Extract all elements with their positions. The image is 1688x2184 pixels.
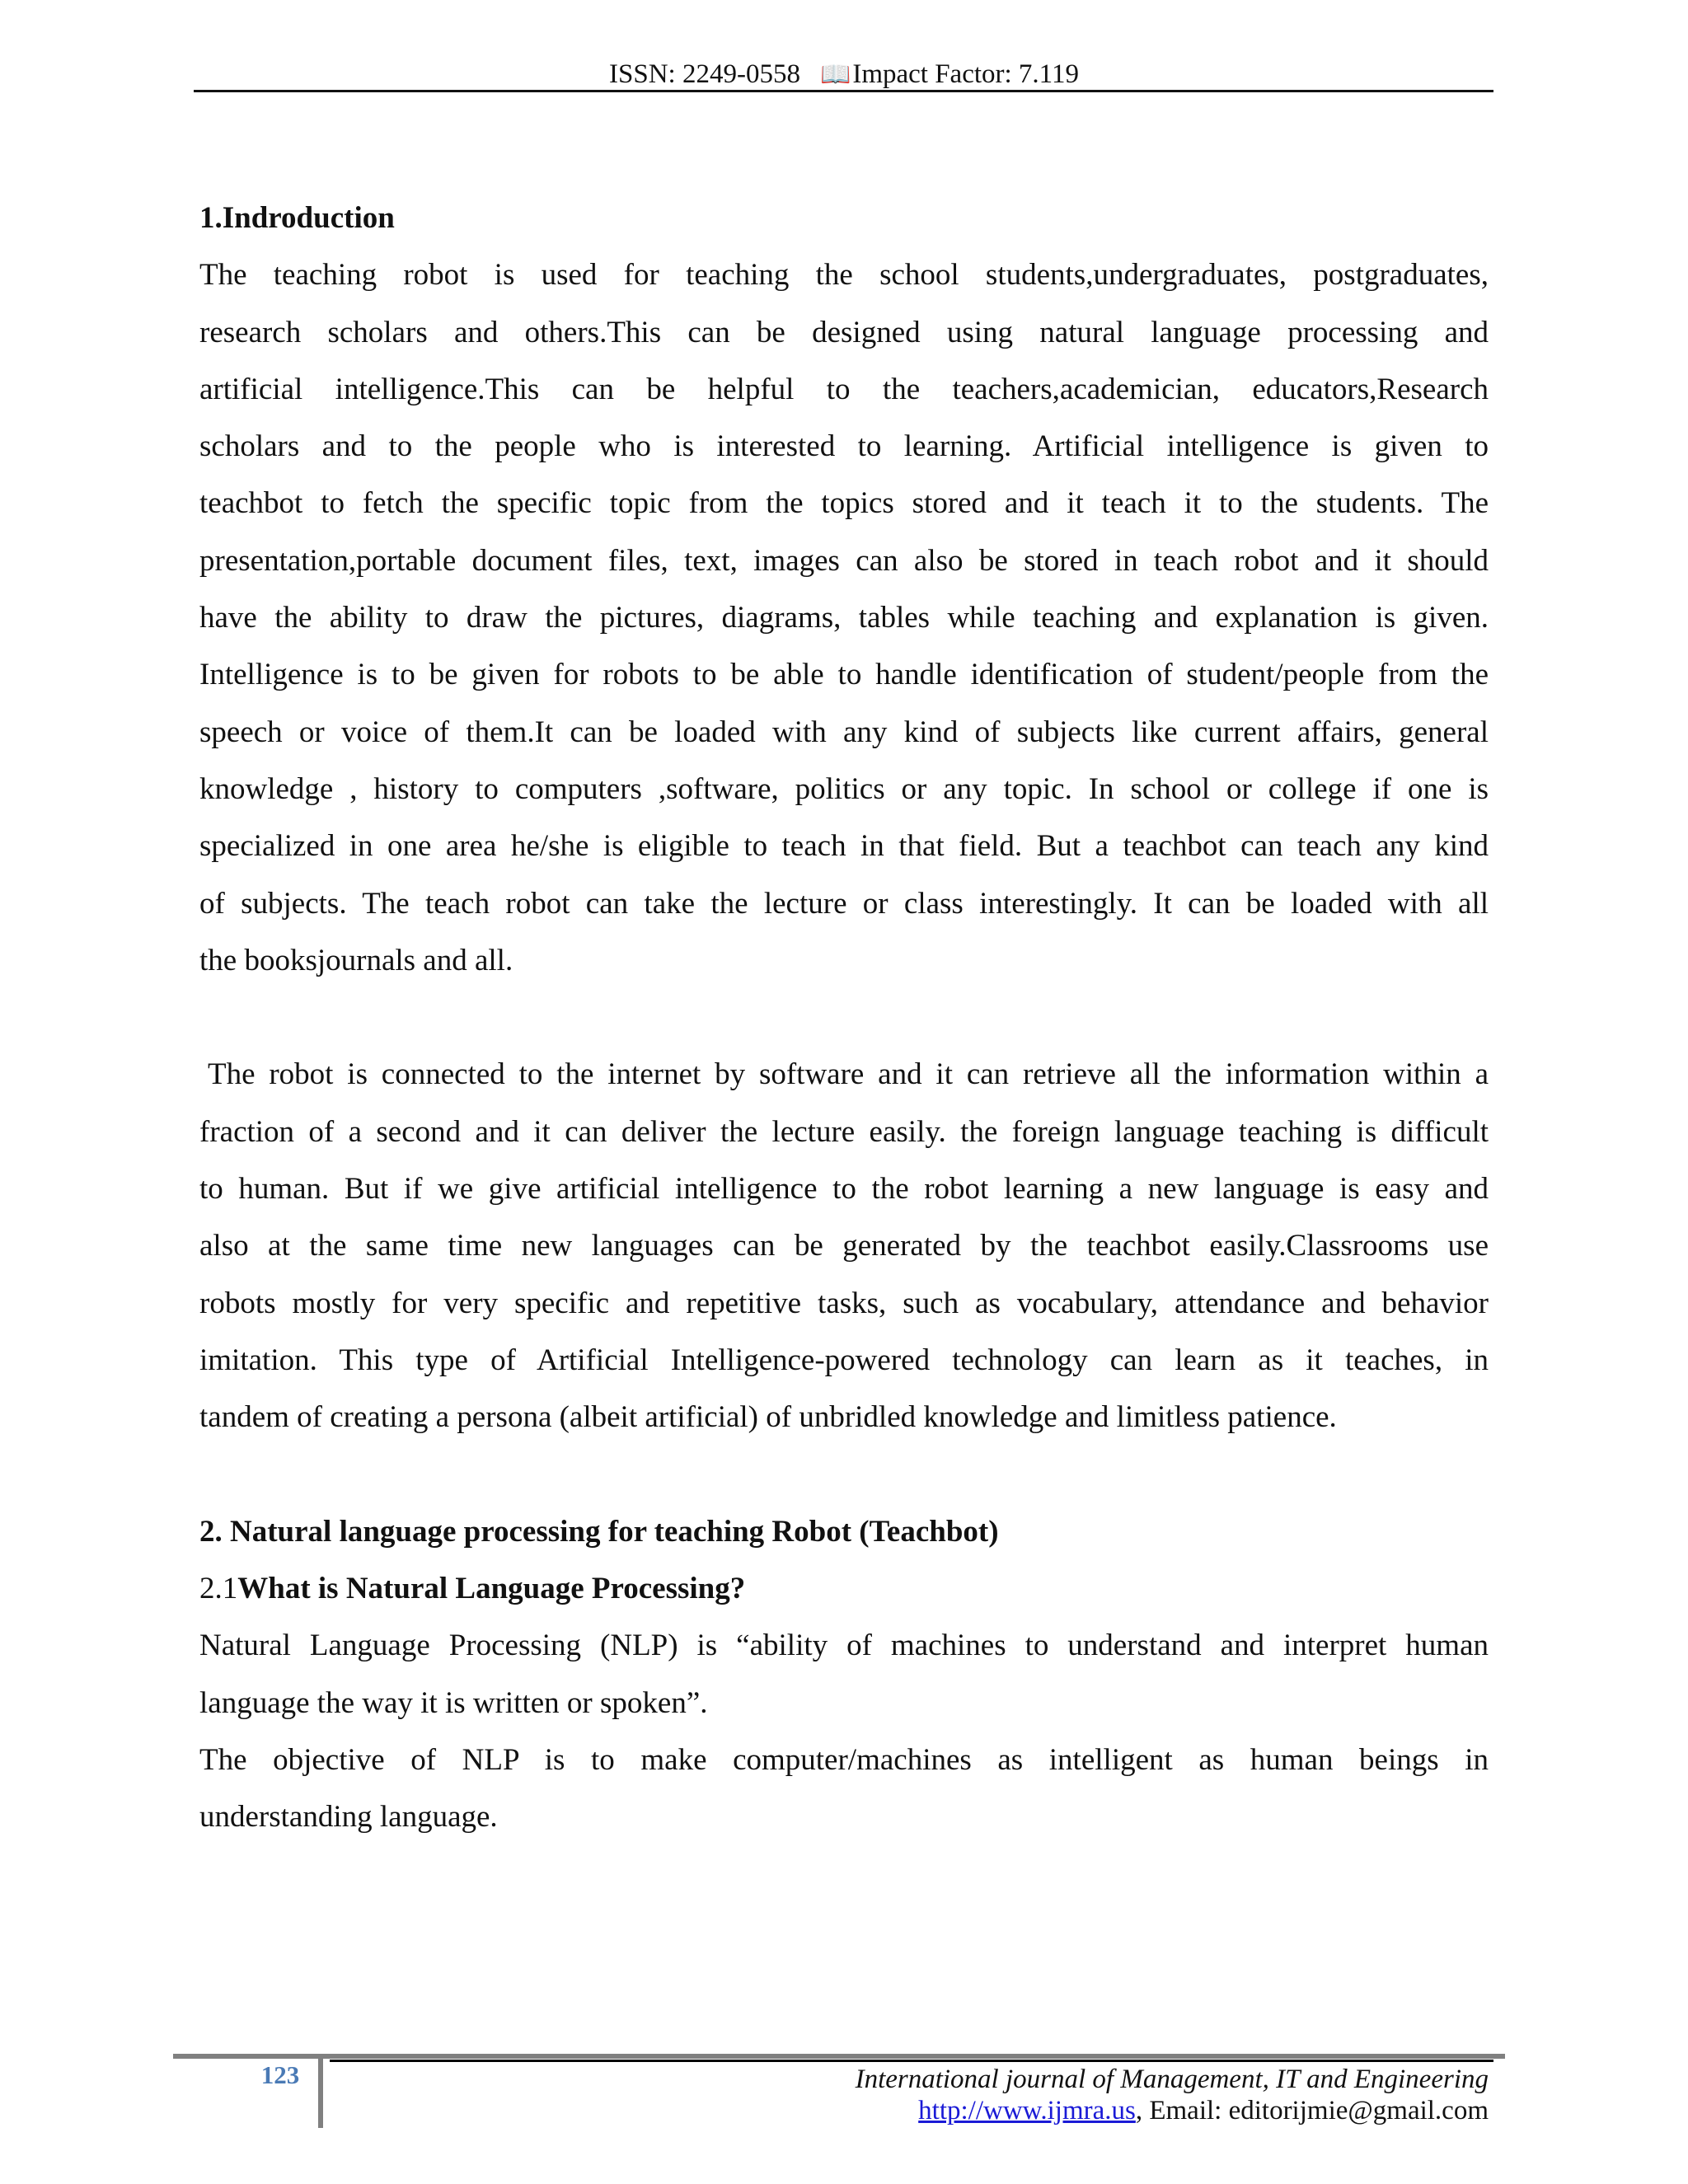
text-line: teachbot to fetch the specific topic from the topics stored and it teach it to the students. The	[199, 486, 1489, 521]
journal-link[interactable]: http://www.ijmra.us	[918, 2096, 1136, 2125]
text-line: to human. But if we give artificial intelligence to the robot learning a new language is easy and	[199, 1172, 1489, 1207]
text-line: The teaching robot is used for teaching the school students,undergraduates, postgraduates,	[199, 258, 1489, 293]
text-line: also at the same time new languages can be generated by the teachbot easily.Classrooms use	[199, 1229, 1489, 1263]
text-line: fraction of a second and it can deliver the lecture easily. the foreign language teaching is difficult	[199, 1114, 1489, 1149]
text-line: knowledge , history to computers ,software, politics or any topic. In school or college if one is	[199, 771, 1489, 806]
footer-info	[856, 2064, 1489, 2126]
subsection-number: 2.1	[199, 1572, 238, 1606]
text-line: The robot is connected to the internet by software and it can retrieve all the information within a	[208, 1057, 1489, 1092]
footer-rule-inner	[330, 2060, 1493, 2062]
text-line: Natural Language Processing (NLP) is “ability of machines to understand and interpret human	[199, 1629, 1489, 1663]
text-line: artificial intelligence.This can be helpful to the teachers,academician, educators,Research	[199, 372, 1489, 406]
text-line: robots mostly for very specific and repetitive tasks, such as vocabulary, attendance and behavior	[199, 1286, 1489, 1320]
text-line: understanding language.	[199, 1800, 498, 1835]
text-line: language the way it is written or spoken”.	[199, 1685, 708, 1720]
section-heading: 1.Indroduction	[199, 201, 395, 235]
issn: ISSN: 2249-0558	[609, 59, 800, 89]
journal-name: International journal of Management, IT and Engineering	[855, 2064, 1489, 2094]
page-number: 123	[260, 2060, 300, 2089]
section-heading: 2. Natural language processing for teaching Robot (Teachbot)	[199, 1514, 999, 1549]
header-rule	[194, 90, 1493, 92]
text-line: imitation. This type of Artificial Intelligence-powered technology can learn as it teaches, in	[199, 1343, 1489, 1377]
blank-line	[199, 989, 1489, 1046]
paragraph-nlp-definition	[199, 1617, 1489, 1732]
text-line: tandem of creating a persona (albeit artificial) of unbridled knowledge and limitless patience.	[199, 1400, 1337, 1435]
article-body	[199, 190, 1489, 1846]
text-line: The objective of NLP is to make computer/machines as intelligent as human beings in	[199, 1743, 1489, 1778]
book-icon: 📖	[819, 61, 851, 88]
text-line: speech or voice of them.It can be loaded with any kind of subjects like current affairs, general	[199, 715, 1489, 749]
text-line: of subjects. The teach robot can take the lecture or class interestingly. It can be loaded with all	[199, 886, 1489, 921]
running-header	[0, 58, 1688, 91]
impact-factor: Impact Factor: 7.119	[852, 59, 1079, 89]
paragraph-internet	[199, 1046, 1489, 1446]
blank-line	[199, 1446, 1489, 1503]
subsection-title: What is Natural Language Processing?	[237, 1572, 746, 1606]
text-line: have the ability to draw the pictures, diagrams, tables while teaching and explanation is given.	[199, 601, 1489, 635]
text-line: presentation,portable document files, text, images can also be stored in teach robot and it should	[199, 543, 1489, 578]
text-line: the booksjournals and all.	[199, 943, 513, 977]
text-line: specialized in one area he/she is eligible to teach in that field. But a teachbot can teach any kind	[199, 829, 1489, 864]
text-line: research scholars and others.This can be designed using natural language processing and	[199, 315, 1489, 349]
journal-email: , Email: editorijmie@gmail.com	[1135, 2096, 1489, 2125]
paragraph-nlp-objective	[199, 1732, 1489, 1846]
paragraph-intro	[199, 246, 1489, 989]
subsection-heading	[199, 1560, 1489, 1617]
text-line: Intelligence is to be given for robots to be able to handle identification of student/people from the	[199, 658, 1489, 692]
footer-divider	[318, 2054, 323, 2128]
footer-rule	[173, 2054, 1505, 2059]
text-line: scholars and to the people who is interested to learning. Artificial intelligence is given to	[199, 429, 1489, 464]
